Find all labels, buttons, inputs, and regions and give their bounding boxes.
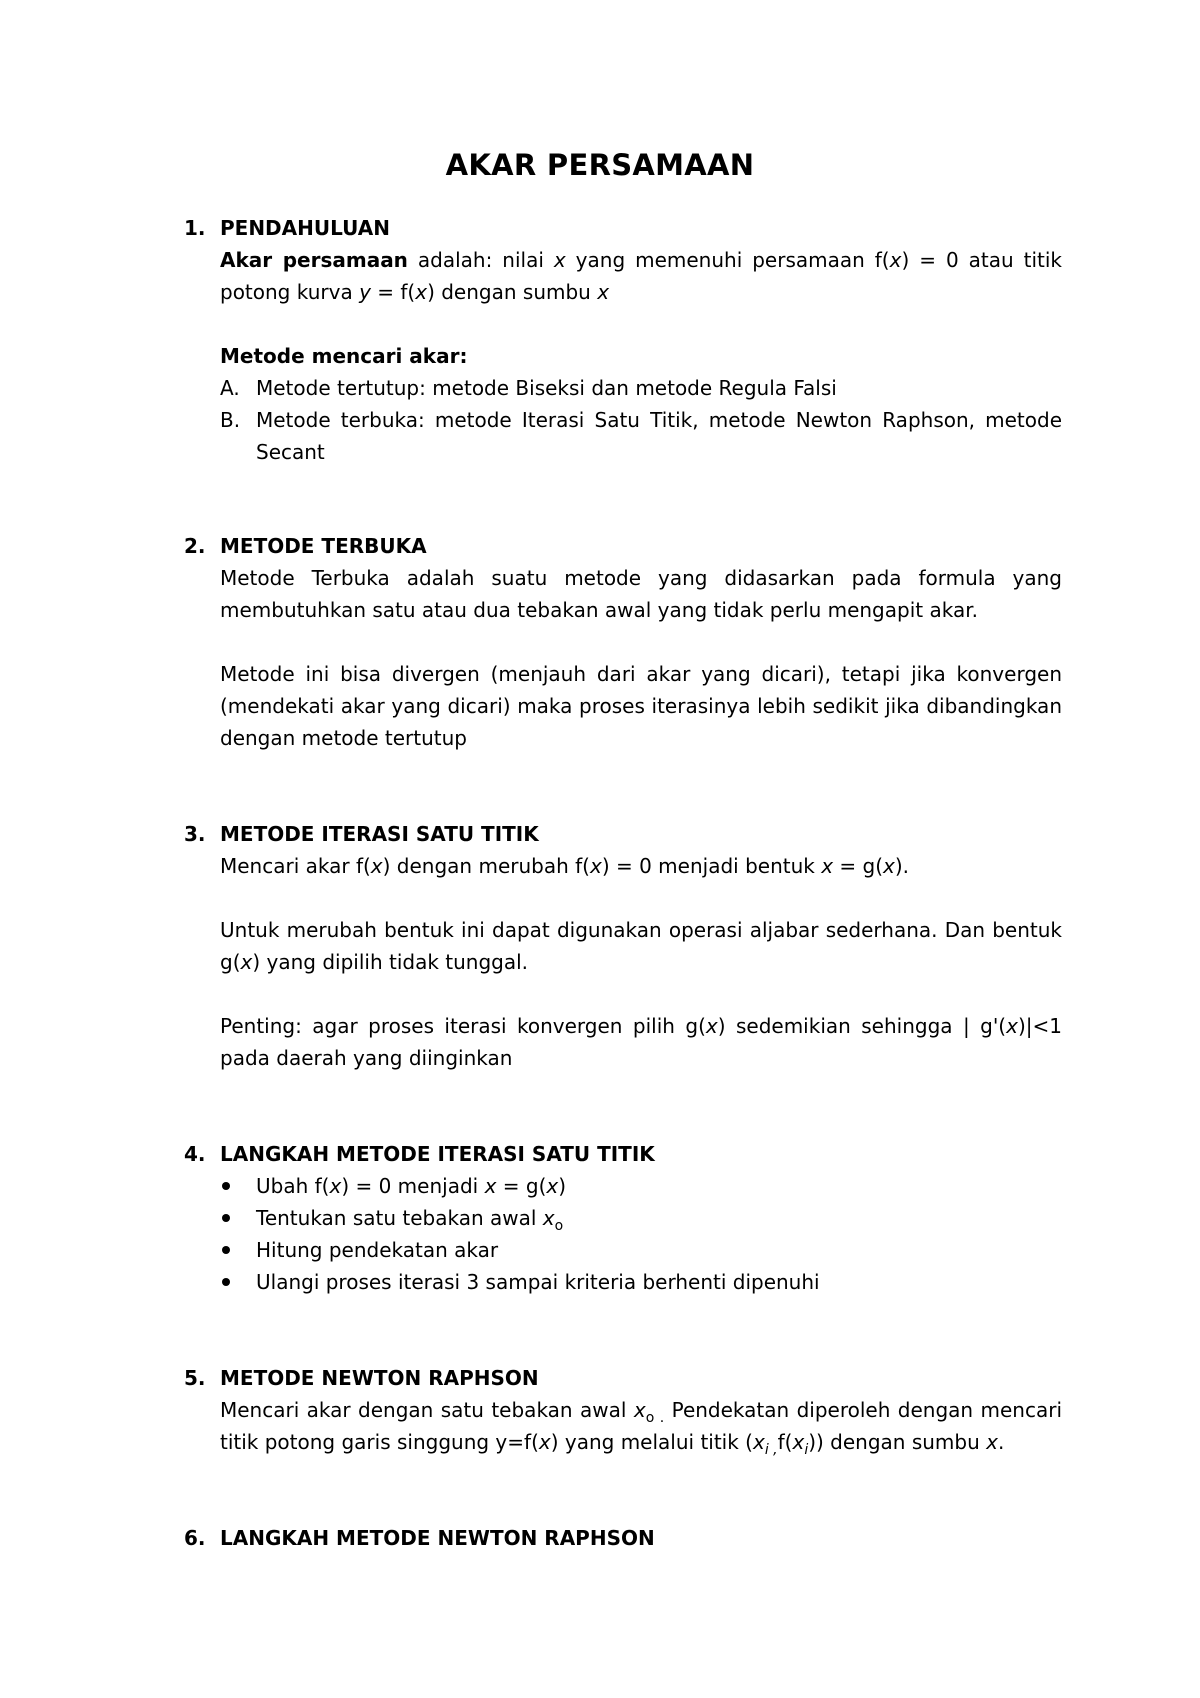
var: x	[589, 854, 602, 878]
subscript: i	[804, 1442, 809, 1458]
subscript: i ,	[764, 1442, 778, 1458]
list-text: Metode terbuka: metode Iterasi Satu Titik, metode Newton Raphson, metode Secant	[256, 408, 1062, 464]
var: x	[986, 1430, 998, 1454]
methods-label: Metode mencari akar:	[220, 344, 468, 368]
text: Mencari akar f(	[220, 854, 371, 878]
text: yang memenuhi persamaan f(	[565, 248, 890, 272]
bullet-icon	[222, 1182, 230, 1190]
list-marker: A.	[220, 376, 240, 400]
bullet-icon	[222, 1214, 230, 1222]
var: x	[597, 280, 610, 304]
text: )) dengan sumbu	[808, 1430, 987, 1454]
text: ) = 0 atau titik potong kurva	[220, 248, 1063, 304]
var: x	[889, 248, 902, 272]
text: adalah: nilai	[407, 248, 554, 272]
section-number: 3.	[184, 822, 206, 846]
text: Untuk merubah bentuk ini dapat digunakan operasi aljabar sederhana. Dan bentuk g(	[220, 918, 1062, 974]
text: Ubah f(	[256, 1174, 330, 1198]
var: x	[792, 1430, 805, 1454]
subscript: o	[554, 1218, 564, 1234]
text: .	[997, 1430, 1005, 1454]
text: ) dengan sumbu	[427, 280, 598, 304]
section-heading: METODE ITERASI SATU TITIK	[220, 822, 539, 846]
text: = g(	[496, 1174, 547, 1198]
text: )	[558, 1174, 567, 1198]
list-item	[220, 1202, 1062, 1234]
list-item	[220, 1234, 1062, 1266]
definition-term: Akar persamaan	[220, 248, 408, 272]
section-body	[220, 818, 1062, 1074]
section-body	[220, 530, 1062, 754]
var: x	[538, 1430, 551, 1454]
subscript: o .	[645, 1410, 665, 1426]
paragraph: Metode ini bisa divergen (menjauh dari akar yang dicari), tetapi jika konvergen (mendekati akar yang dicari) maka proses iterasinya lebih sedikit jika dibandingkan dengan metode tertutup	[220, 662, 1062, 750]
definition-paragraph	[220, 244, 1062, 308]
list-item	[220, 372, 1062, 404]
section-heading: METODE NEWTON RAPHSON	[220, 1366, 539, 1390]
section-body	[220, 212, 1062, 468]
var: x	[484, 1174, 497, 1198]
section-body	[220, 1362, 1062, 1458]
var: x	[553, 248, 566, 272]
section-body	[220, 1522, 1062, 1554]
list-marker: B.	[220, 408, 241, 432]
text: Hitung pendekatan akar	[256, 1238, 499, 1262]
text: ) yang melalui titik (	[550, 1430, 753, 1454]
text: ) = 0 menjadi	[341, 1174, 485, 1198]
section-number: 5.	[184, 1366, 206, 1390]
section-heading: LANGKAH METODE ITERASI SATU TITIK	[220, 1142, 655, 1166]
var: x	[240, 950, 253, 974]
list-item	[220, 1266, 1062, 1298]
var: x	[1006, 1014, 1018, 1038]
page-title: AKAR PERSAMAAN	[445, 148, 755, 182]
text: ) yang dipilih tidak tunggal.	[252, 950, 529, 974]
var: x	[370, 854, 383, 878]
section-number: 6.	[184, 1526, 206, 1550]
paragraph: Metode Terbuka adalah suatu metode yang didasarkan pada formula yang membutuhkan satu atau dua tebakan awal yang tidak perlu mengapit akar.	[220, 566, 1062, 622]
bullet-icon	[222, 1246, 230, 1254]
section-number: 1.	[184, 216, 206, 240]
text: = g(	[833, 854, 884, 878]
text: ).	[894, 854, 910, 878]
text: ) dengan merubah f(	[382, 854, 590, 878]
paragraph	[220, 1394, 1062, 1458]
list-item	[220, 1170, 1062, 1202]
section-heading: LANGKAH METODE NEWTON RAPHSON	[220, 1526, 655, 1550]
section-number: 4.	[184, 1142, 206, 1166]
var: x	[546, 1174, 559, 1198]
text: Mencari akar dengan satu tebakan awal	[220, 1398, 634, 1422]
paragraph	[220, 850, 1062, 882]
var: x	[883, 854, 895, 878]
var: x	[821, 854, 834, 878]
text: Ulangi proses iterasi 3 sampai kriteria berhenti dipenuhi	[256, 1270, 820, 1294]
section-heading: PENDAHULUAN	[220, 216, 390, 240]
list-text: Metode tertutup: metode Biseksi dan metode Regula Falsi	[256, 376, 837, 400]
text: )|<1 pada daerah yang diinginkan	[220, 1014, 1062, 1070]
var: x	[752, 1430, 765, 1454]
bullet-icon	[222, 1278, 230, 1286]
var: y	[359, 280, 371, 304]
paragraph	[220, 1010, 1062, 1074]
section-body	[220, 1138, 1062, 1298]
var: x	[542, 1206, 555, 1230]
list-item	[220, 404, 1062, 468]
text: Pendekatan diperoleh dengan mencari titik potong garis singgung y=f(	[220, 1398, 1063, 1454]
steps-list	[220, 1170, 1062, 1298]
text: = f(	[370, 280, 416, 304]
var: x	[705, 1014, 718, 1038]
var: x	[415, 280, 428, 304]
section-heading: METODE TERBUKA	[220, 534, 427, 558]
text: Tentukan satu tebakan awal	[256, 1206, 543, 1230]
var: x	[329, 1174, 342, 1198]
var: x	[633, 1398, 646, 1422]
text: ) = 0 menjadi bentuk	[601, 854, 822, 878]
methods-list	[220, 372, 1062, 468]
text: ) sedemikian sehingga | g'(	[717, 1014, 1007, 1038]
section-number: 2.	[184, 534, 206, 558]
text: f(	[777, 1430, 793, 1454]
paragraph	[220, 914, 1062, 978]
text: Penting: agar proses iterasi konvergen pilih g(	[220, 1014, 706, 1038]
